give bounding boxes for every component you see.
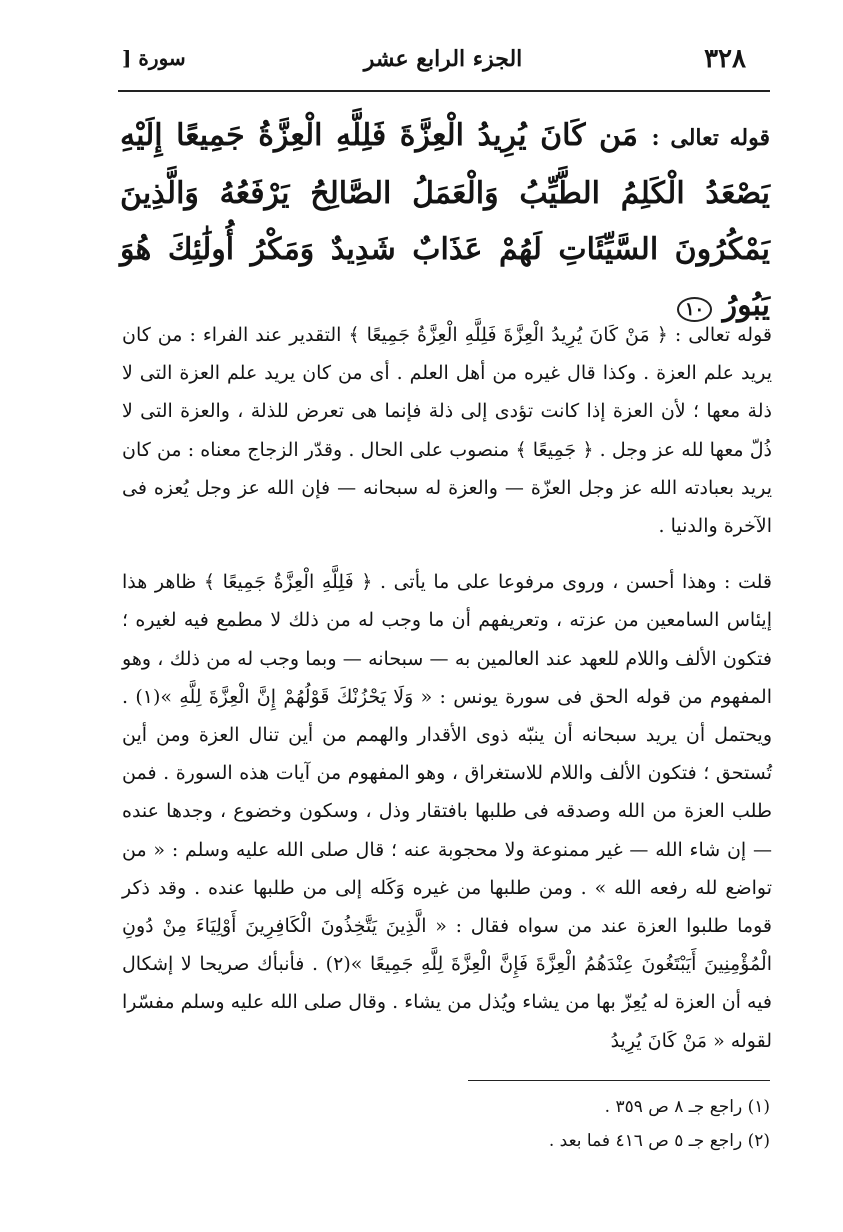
commentary-paragraph-1: قوله تعالى : ﴿ مَنْ كَانَ يُرِيدُ الْعِزَّةَ فَلِلَّهِ الْعِزَّةُ جَمِيعًا ﴾ التقدير عند الفراء : من كان يريد علم العزة . وكذا قال غيره من أهل العلم . أى من كان يريد علم العزة التى لا ذلة معها ؛ لأن العزة إذا كانت تؤدى إلى ذلة فإنما هى تعرض للذلة ، والعزة التى لا ذُلّ معها لله عز وجل . ﴿ جَمِيعًا ﴾ منصوب على الحال . وقدّر الزجاج معناه : من كان يريد بعبادته الله عز وجل العزّة — والعزة له سبحانه — فإن الله عز وجل يُعزه فى الآخرة والدنيا .: [122, 324, 772, 538]
page-header: [118, 40, 768, 88]
footnote-rule: [468, 1080, 770, 1081]
running-head: الجزء الرابع عشر: [363, 46, 523, 72]
footnotes: [420, 1090, 770, 1158]
quran-verse: [120, 108, 770, 338]
verse-number: ١٠: [677, 297, 712, 322]
commentary: [122, 316, 772, 1060]
surah-tag: سورة [: [122, 46, 186, 70]
footnote-1: (١) راجع جـ ٨ ص ٣٥٩ .: [604, 1097, 770, 1117]
footnote-2: (٢) راجع جـ ٥ ص ٤١٦ فما بعد .: [548, 1131, 770, 1151]
header-rule: [118, 90, 770, 92]
verse-intro: قوله تعالى :: [651, 125, 770, 151]
commentary-paragraph-2: قلت : وهذا أحسن ، وروى مرفوعا على ما يأتى . ﴿ فَلِلَّهِ الْعِزَّةُ جَمِيعًا ﴾ ظاهر هذا إيئاس السامعين من عزته ، وتعريفهم أن ما وجب له من ذلك لا مطمع فيه لغيره ؛ فتكون الألف واللام للعهد عند العالمين به — سبحانه — وبما وجب له من ذلك ، وهو المفهوم من قوله الحق فى سورة يونس : « وَلَا يَحْزُنْكَ قَوْلُهُمْ إِنَّ الْعِزَّةَ لِلَّهِ »(١) . ويحتمل أن يريد سبحانه أن ينبّه ذوى الأقدار والهمم من أين تنال العزة ومن أين تُستحق ؛ فتكون الألف واللام للاستغراق ، وهو المفهوم من آيات هذه السورة . فمن طلب العزة من الله وصدقه فى طلبها بافتقار وذل ، وسكون وخضوع ، وجدها عنده — إن شاء الله — غير ممنوعة ولا محجوبة عنه ؛ قال صلى الله عليه وسلم : « من تواضع لله رفعه الله » . ومن طلبها من غيره وَكَله إلى من طلبها عنده . وقد ذكر قوما طلبوا العزة عند من سواه فقال : « الَّذِينَ يَتَّخِذُونَ الْكَافِرِينَ أَوْلِيَاءَ مِنْ دُونِ الْمُؤْمِنِينَ أَيَبْتَغُونَ عِنْدَهُمُ الْعِزَّةَ فَإِنَّ الْعِزَّةَ لِلَّهِ جَمِيعًا »(٢) . فأنبأك صريحا لا إشكال فيه أن العزة له يُعِزّ بها من يشاء ويُذل من يشاء . وقال صلى الله عليه وسلم مفسّرا لقوله « مَنْ كَانَ يُرِيدُ: [122, 571, 773, 1052]
page-number: ٣٢٨: [704, 44, 746, 74]
verse-text: مَن كَانَ يُرِيدُ الْعِزَّةَ فَلِلَّهِ الْعِزَّةُ جَمِيعًا إِلَيْهِ يَصْعَدُ الْكَلِمُ الطَّيِّبُ وَالْعَمَلُ الصَّالِحُ يَرْفَعُهُ وَالَّذِينَ يَمْكُرُونَ السَّيِّئَاتِ لَهُمْ عَذَابٌ شَدِيدٌ وَمَكْرُ أُولَٰئِكَ هُوَ يَبُورُ: [120, 118, 770, 323]
